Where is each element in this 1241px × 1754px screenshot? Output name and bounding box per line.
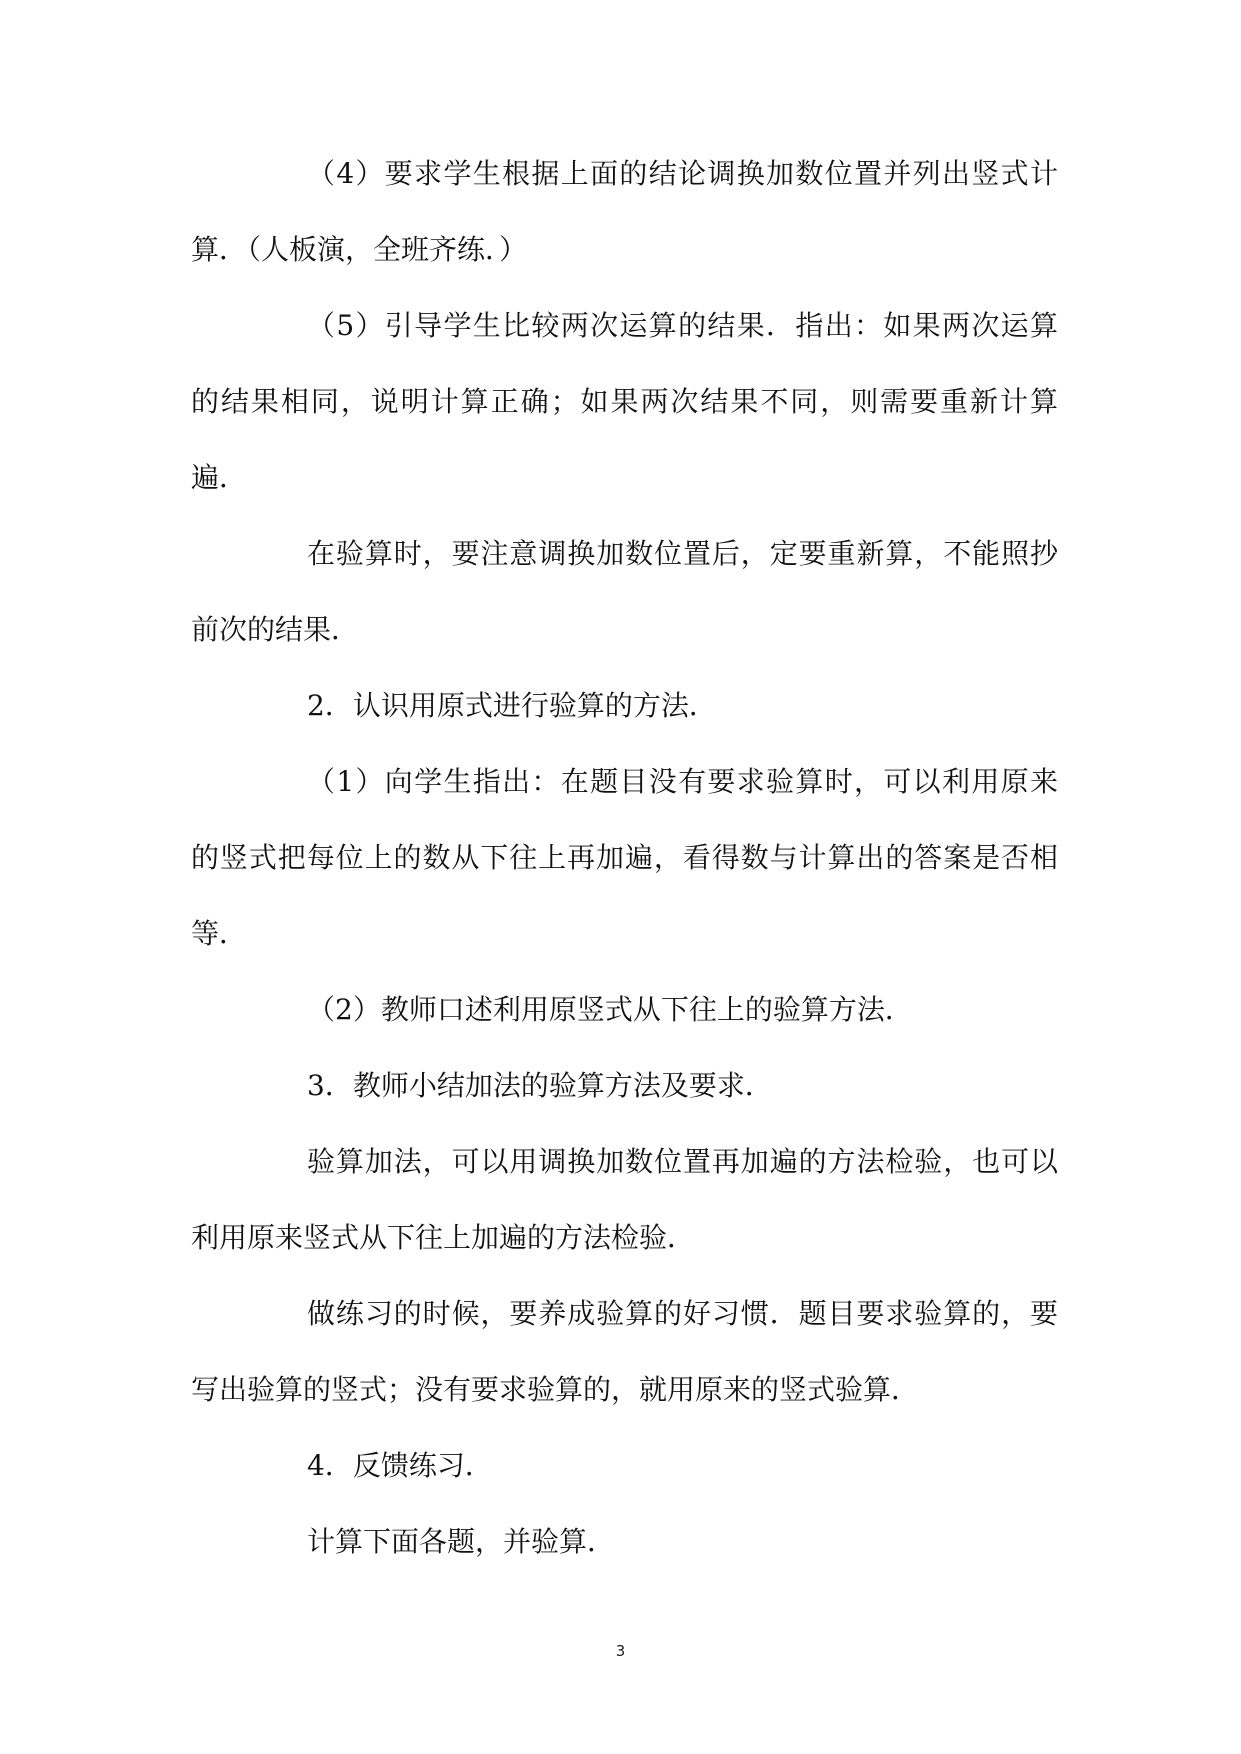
paragraph [191,1504,1058,1580]
paragraph [191,1124,1058,1276]
paragraph-line: （2）教师口述利用原竖式从下往上的验算方法． [307,993,913,1026]
paragraph-line: 写出验算的竖式；没有要求验算的，就用原来的竖式验算． [191,1373,920,1406]
paragraph [191,136,1058,288]
paragraph-line: 遍． [191,461,248,494]
paragraph-line: 的竖式把每位上的数从下往上再加遍，看得数与计算出的答案是否相 [191,841,1058,874]
paragraph [191,1428,1058,1504]
paragraph-line: 前次的结果． [191,613,360,646]
paragraph-line: 利用原来竖式从下往上加遍的方法检验． [191,1221,696,1254]
paragraph-line: 验算加法，可以用调换加数位置再加遍的方法检验，也可以 [307,1145,1058,1178]
body-text [191,136,1058,1580]
paragraph [191,1276,1058,1428]
paragraph [191,972,1058,1048]
paragraph-line: （1）向学生指出：在题目没有要求验算时，可以利用原来 [307,765,1058,798]
paragraph-line: 算．（人板演，全班齐练．） [191,233,528,266]
paragraph-line: 4．反馈练习． [307,1449,493,1482]
paragraph-line: 做练习的时候，要养成验算的好习惯．题目要求验算的，要 [307,1297,1058,1330]
paragraph-line: （5）引导学生比较两次运算的结果．指出：如果两次运算 [307,309,1058,342]
paragraph-line: 2．认识用原式进行验算的方法． [307,689,717,722]
paragraph-line: 的结果相同，说明计算正确；如果两次结果不同，则需要重新计算 [191,385,1058,418]
paragraph [191,1048,1058,1124]
paragraph-line: 3．教师小结加法的验算方法及要求． [307,1069,773,1102]
paragraph [191,668,1058,744]
page-number: 3 [615,1642,626,1660]
paragraph [191,744,1058,972]
paragraph-line: 等． [191,917,248,950]
paragraph-line: 计算下面各题，并验算． [307,1525,616,1558]
paragraph-line: （4）要求学生根据上面的结论调换加数位置并列出竖式计 [307,157,1058,190]
paragraph [191,288,1058,516]
paragraph [191,516,1058,668]
paragraph-line: 在验算时，要注意调换加数位置后，定要重新算，不能照抄 [307,537,1058,570]
